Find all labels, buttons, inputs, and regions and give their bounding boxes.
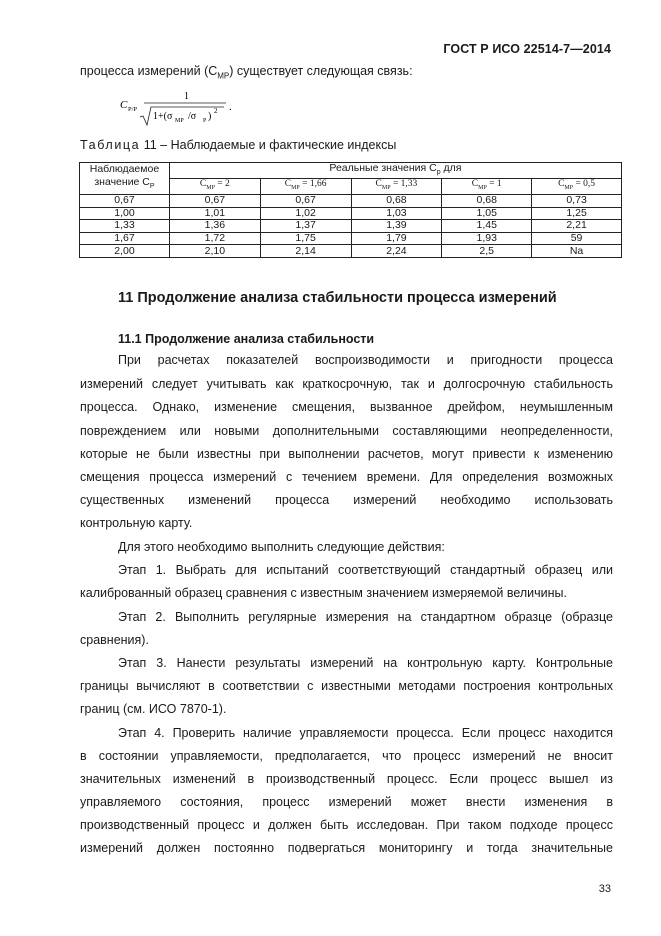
formula-den-end: ): [208, 111, 212, 122]
p6-line: измерений должен постоянно подвергаться мониторингу и тогда значительные: [80, 841, 613, 855]
p5-line: границ (см. ИСО 7870-1).: [80, 702, 227, 716]
table-cell: 1,00: [80, 207, 170, 220]
intro-line: [80, 64, 613, 81]
table-cell: 1,45: [442, 220, 532, 233]
table-row: [80, 207, 622, 220]
subheader-cmp: $C_{MP} = 1,66$: [260, 179, 351, 195]
table-row: [80, 245, 622, 258]
group-header-sub: p: [436, 169, 441, 177]
p6-line: значительных изменений в производственный процесс. Если процесс вышел из: [80, 772, 613, 786]
formula-den-sub1: MP: [175, 118, 184, 124]
subsection-title: 11.1 Продолжение анализа стабильности: [118, 332, 375, 346]
table-cell: 2,10: [169, 245, 260, 258]
header-real-values: [169, 163, 621, 179]
p5-line: границы вычисляют в соответствии с известными методами построения контрольных: [80, 679, 613, 693]
p6-line: производственный процесс и должен быть исследован. При таком подходе процесс: [80, 818, 613, 832]
p4-line: Этап 2. Выполнить регулярные измерения на стандартном образце (образце: [118, 610, 613, 624]
formula-exponent: 2: [214, 107, 218, 115]
table-cell: 1,72: [169, 232, 260, 245]
table-row: [80, 220, 622, 233]
caption-number: 11: [143, 138, 157, 152]
table-cell: 59: [532, 232, 622, 245]
table-cell: 0,73: [532, 194, 622, 207]
table-cell: 2,14: [260, 245, 351, 258]
subheader-cmp: $C_{MP} = 1,33$: [351, 179, 442, 195]
table-cell: 1,37: [260, 220, 351, 233]
table-cell: 1,79: [351, 232, 442, 245]
p1-line: которые не были известны при выполнении расчетов, могут привести к изменению: [80, 447, 613, 461]
subheader-cmp: $C_{MP} = 0,5$: [532, 179, 622, 195]
p3-line: Этап 1. Выбрать для испытаний соответствующий стандартный образец или: [118, 563, 613, 577]
table-cell: 1,75: [260, 232, 351, 245]
table-cell: 1,36: [169, 220, 260, 233]
table-cell: 1,67: [80, 232, 170, 245]
p1-line: существенных изменений процесса измерений необходимо использовать: [80, 493, 613, 507]
caption-title: Наблюдаемые и фактические индексы: [170, 138, 397, 152]
group-header-text: Реальные значения C: [329, 162, 437, 174]
table-cell: 2,5: [442, 245, 532, 258]
p6-line: Этап 4. Проверить наличие управляемости процесса. Если процесс находится: [118, 726, 613, 740]
document-header: ГОСТ Р ИСО 22514-7—2014: [443, 42, 611, 56]
table-cell: 0,67: [260, 194, 351, 207]
intro-text: процесса измерений (C: [80, 64, 218, 78]
p1-line: При расчетах показателей воспроизводимости и пригодности процесса: [118, 353, 613, 367]
header-observed-line1: Наблюдаемое: [89, 163, 160, 176]
table-caption: [80, 138, 396, 152]
indices-table: [79, 162, 622, 258]
table-cell: 1,93: [442, 232, 532, 245]
table-cell: 1,39: [351, 220, 442, 233]
p2-line: Для этого необходимо выполнить следующие действия:: [118, 540, 445, 554]
table-cell: 2,24: [351, 245, 442, 258]
table-cell: 0,67: [80, 194, 170, 207]
table-cell: 1,33: [80, 220, 170, 233]
p1-line: процесса. Однако, изменение смещения, вызванное дрейфом, неумышленным: [80, 400, 613, 414]
p6-line: управляемого состояния, процесс измерений может внести изменения в: [80, 795, 613, 809]
table-cell: 0,68: [351, 194, 442, 207]
capability-formula: [118, 88, 248, 130]
table-cell: 0,67: [169, 194, 260, 207]
p1-line: смещения процесса измерений с течением времени. Для определения возможных: [80, 470, 613, 484]
table-cell: 1,25: [532, 207, 622, 220]
table-row: [80, 232, 622, 245]
p1-line: измерений следует учитывать как краткосрочную, так и долгосрочную стабильность: [80, 377, 613, 391]
intro-text-end: ) существует следующая связь:: [229, 64, 413, 78]
table-cell: 1,03: [351, 207, 442, 220]
p1-line: повреждением или новыми дополнительными составляющими неопределенности,: [80, 424, 613, 438]
table-row: [80, 194, 622, 207]
p4-line: сравнения).: [80, 633, 149, 647]
page-number: 33: [598, 883, 611, 895]
formula-tail: .: [229, 101, 232, 113]
header-observed-sub: P: [149, 183, 155, 191]
table-cell: 1,02: [260, 207, 351, 220]
section-title: 11 Продолжение анализа стабильности процесса измерений: [118, 290, 557, 306]
header-observed: [80, 163, 170, 195]
intro-sub: MP: [217, 71, 230, 81]
p5-line: Этап 3. Нанести результаты измерений на контрольную карту. Контрольные: [118, 656, 613, 670]
p6-line: в состоянии управляемости, предполагается, что процесс измерений не вносит: [80, 749, 613, 763]
p1-line: контрольную карту.: [80, 516, 193, 530]
formula-den-sub2: P: [203, 118, 207, 124]
caption-dash: –: [160, 138, 168, 152]
p3-line: калиброванный образец сравнения с известным значением измеряемой величины.: [80, 586, 568, 600]
formula-den-a: 1+(σ: [153, 111, 173, 122]
table-cell: 1,01: [169, 207, 260, 220]
table-cell: 2,21: [532, 220, 622, 233]
formula-lhs-sub: P/P: [128, 106, 138, 113]
header-observed-line2: значение C: [94, 176, 150, 189]
formula-den-mid: /σ: [188, 111, 197, 122]
caption-prefix: Таблица: [80, 138, 141, 152]
formula-numerator: 1: [184, 91, 189, 102]
table-cell: 1,05: [442, 207, 532, 220]
formula-lhs: C: [120, 99, 128, 111]
subheader-cmp: $C_{MP} = 1$: [442, 179, 532, 195]
table-cell: 0,68: [442, 194, 532, 207]
table-header-row-1: [80, 163, 622, 179]
table-cell: Na: [532, 245, 622, 258]
table-cell: 2,00: [80, 245, 170, 258]
group-header-end: для: [440, 162, 462, 174]
subheader-cmp: $C_{MP} = 2$: [169, 179, 260, 195]
